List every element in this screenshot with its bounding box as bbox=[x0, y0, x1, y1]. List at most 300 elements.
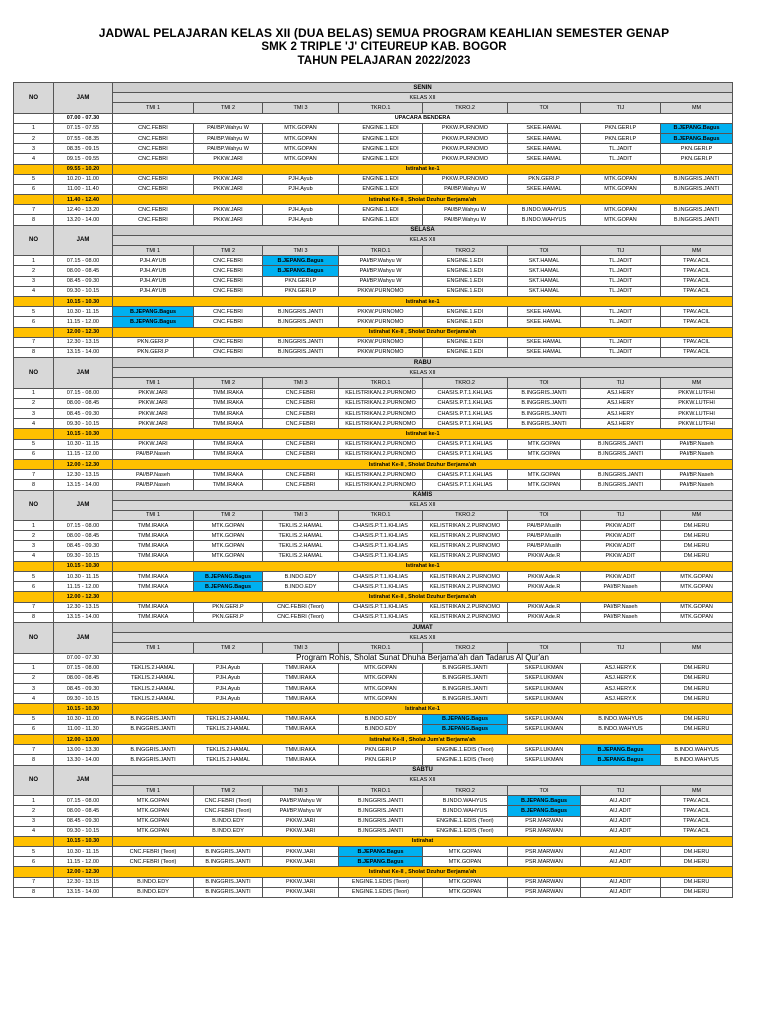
subject-cell: B.JEPANG.Bagus bbox=[194, 572, 263, 582]
table-row bbox=[14, 215, 733, 225]
subject-cell: PKKW.JARI bbox=[263, 857, 339, 867]
event-row bbox=[14, 113, 733, 123]
time-slot: 11.00 - 11.40 bbox=[54, 184, 113, 194]
subject-cell: MTK.GOPAN bbox=[581, 174, 661, 184]
time-slot: 12.00 - 12.30 bbox=[54, 327, 113, 337]
day-name: SENIN bbox=[113, 83, 733, 93]
period-number: 8 bbox=[14, 215, 54, 225]
subject-cell: PAI/BP.Naseh bbox=[581, 582, 661, 592]
table-row bbox=[14, 714, 733, 724]
subject-cell: PAI/BP.Naseh bbox=[113, 470, 194, 480]
subject-cell: PAI/BP.Naseh bbox=[661, 470, 733, 480]
subject-cell: ENGINE.1.EDIS (Teori) bbox=[423, 755, 508, 765]
subject-cell: CNC.FEBRI bbox=[113, 154, 194, 164]
subject-cell: TMM.IRAKA bbox=[113, 531, 194, 541]
subject-cell: ENGINE.1.EDIS (Teori) bbox=[423, 816, 508, 826]
time-slot: 08.45 - 09.30 bbox=[54, 276, 113, 286]
table-row bbox=[14, 612, 733, 622]
period-number: 5 bbox=[14, 847, 54, 857]
subject-cell: MTK.GOPAN bbox=[263, 133, 339, 143]
time-slot: 07.15 - 08.00 bbox=[54, 663, 113, 673]
subject-cell: SKEP.LUKMAN bbox=[508, 745, 581, 755]
table-row bbox=[14, 887, 733, 897]
subject-cell: PAI/BP.Wahyu W bbox=[339, 256, 423, 266]
subject-cell: KELISTRIKAN.2.PURNOMO bbox=[339, 388, 423, 398]
table-row bbox=[14, 439, 733, 449]
subject-cell: CHASIS.P.T.1.KHLIAS bbox=[339, 541, 423, 551]
subject-cell: TL.JADIT bbox=[581, 307, 661, 317]
time-slot: 09.15 - 09.55 bbox=[54, 154, 113, 164]
subject-cell: DM.HERU bbox=[661, 714, 733, 724]
break-label: Istirahat ke-1 bbox=[113, 296, 733, 306]
subject-cell: TMM.IRAKA bbox=[113, 602, 194, 612]
column-header: TKRO.2 bbox=[423, 510, 508, 520]
subject-cell: B.INGGRIS.JANTI bbox=[113, 714, 194, 724]
subject-cell: TMM.IRAKA bbox=[113, 612, 194, 622]
subject-cell: PKKW.PURNOMO bbox=[423, 144, 508, 154]
table-row bbox=[14, 521, 733, 531]
subject-cell: CNC.FEBRI bbox=[113, 123, 194, 133]
subject-cell: B.INDO.EDY bbox=[113, 887, 194, 897]
subject-cell: B.JEPANG.Bagus bbox=[508, 796, 581, 806]
period-number bbox=[14, 704, 54, 714]
table-row bbox=[14, 174, 733, 184]
column-header: MM bbox=[661, 643, 733, 653]
subject-cell: TL.JADIT bbox=[581, 337, 661, 347]
subject-cell: SKEP.LUKMAN bbox=[508, 663, 581, 673]
subject-cell: MTK.GOPAN bbox=[661, 582, 733, 592]
subject-cell: PAI/BP.Muslih bbox=[508, 521, 581, 531]
period-number: 4 bbox=[14, 551, 54, 561]
time-slot: 11.15 - 12.00 bbox=[54, 582, 113, 592]
subject-cell: AIJ.ADIT bbox=[581, 847, 661, 857]
column-header: TKRO.1 bbox=[339, 378, 423, 388]
subject-cell: TMM.IRAKA bbox=[113, 551, 194, 561]
day-name: RABU bbox=[113, 358, 733, 368]
time-slot: 10.15 - 10.30 bbox=[54, 704, 113, 714]
column-header: TOI bbox=[508, 246, 581, 256]
subject-cell: KELISTRIKAN.2.PURNOMO bbox=[423, 612, 508, 622]
subject-cell: MTK.GOPAN bbox=[194, 541, 263, 551]
subject-cell: PKKW.ADIT bbox=[581, 521, 661, 531]
jam-header: JAM bbox=[54, 358, 113, 389]
subject-cell: PKKW.PURNOMO bbox=[339, 307, 423, 317]
subject-cell: B.INGGRIS.JANTI bbox=[194, 877, 263, 887]
subject-cell: PKKW.Ade.R bbox=[508, 602, 581, 612]
column-header: TIJ bbox=[581, 785, 661, 795]
table-row bbox=[14, 286, 733, 296]
subject-cell: PKKW.LUTFHI bbox=[661, 409, 733, 419]
break-label: Istirahat ke-1 bbox=[113, 561, 733, 571]
subject-cell: B.JEPANG.Bagus bbox=[423, 714, 508, 724]
jam-header: JAM bbox=[54, 622, 113, 653]
subject-cell: PKKW.ADIT bbox=[581, 531, 661, 541]
period-number: 5 bbox=[14, 572, 54, 582]
time-slot: 08.45 - 09.30 bbox=[54, 541, 113, 551]
subject-cell: PJH.AYUB bbox=[113, 286, 194, 296]
subject-cell: B.INGGRIS.JANTI bbox=[423, 673, 508, 683]
subject-cell: B.INGGRIS.JANTI bbox=[194, 887, 263, 897]
subject-cell: TPAV.ACIL bbox=[661, 317, 733, 327]
period-number bbox=[14, 429, 54, 439]
period-number: 3 bbox=[14, 276, 54, 286]
time-slot: 10.30 - 11.15 bbox=[54, 572, 113, 582]
table-row bbox=[14, 877, 733, 887]
subject-cell: B.INDO.EDY bbox=[113, 877, 194, 887]
subject-cell: B.JEPANG.Bagus bbox=[113, 307, 194, 317]
subject-cell: PSR.MARWAN bbox=[508, 816, 581, 826]
period-number bbox=[14, 653, 54, 663]
subject-cell: CHASIS.P.T.1.KHLIAS bbox=[339, 521, 423, 531]
subject-cell: SKEP.LUKMAN bbox=[508, 684, 581, 694]
period-number: 3 bbox=[14, 541, 54, 551]
subject-cell: TMM.IRAKA bbox=[263, 745, 339, 755]
break-row bbox=[14, 296, 733, 306]
subject-cell: TPAV.ACIL bbox=[661, 796, 733, 806]
table-row bbox=[14, 419, 733, 429]
subject-cell: B.INGGRIS.JANTI bbox=[113, 724, 194, 734]
jam-header: JAM bbox=[54, 225, 113, 256]
subject-cell: PSR.MARWAN bbox=[508, 887, 581, 897]
table-row bbox=[14, 317, 733, 327]
time-slot: 08.45 - 09.30 bbox=[54, 684, 113, 694]
subject-cell: KELISTRIKAN.2.PURNOMO bbox=[423, 572, 508, 582]
subject-cell: ENGINE.1.EDI bbox=[339, 123, 423, 133]
subject-cell: PJH.Ayub bbox=[194, 694, 263, 704]
subject-cell: PKKW.PURNOMO bbox=[339, 347, 423, 357]
column-header: TMI 1 bbox=[113, 246, 194, 256]
period-number: 2 bbox=[14, 806, 54, 816]
column-header: TMI 3 bbox=[263, 246, 339, 256]
column-header: TIJ bbox=[581, 378, 661, 388]
table-row bbox=[14, 266, 733, 276]
subject-cell: B.INGGRIS.JANTI bbox=[508, 398, 581, 408]
subject-cell: PSR.MARWAN bbox=[508, 847, 581, 857]
subject-cell: SKEE.HAMAL bbox=[508, 144, 581, 154]
subject-cell: CNC.FEBRI bbox=[194, 266, 263, 276]
period-number: 6 bbox=[14, 857, 54, 867]
subject-cell: PKKW.PURNOMO bbox=[339, 317, 423, 327]
class-level-row bbox=[14, 500, 733, 510]
subject-cell: TEKLIS.2.HAMAL bbox=[113, 663, 194, 673]
subject-cell: TPAV.ACIL bbox=[661, 806, 733, 816]
subject-cell: TMM.IRAKA bbox=[263, 724, 339, 734]
day-header-row bbox=[14, 765, 733, 775]
subject-cell: PKN.GERI.P bbox=[508, 174, 581, 184]
subject-cell: B.INDO.EDY bbox=[194, 826, 263, 836]
subject-cell: PSR.MARWAN bbox=[508, 826, 581, 836]
period-number bbox=[14, 164, 54, 174]
subject-cell: ENGINE.1.EDI bbox=[339, 205, 423, 215]
period-number: 8 bbox=[14, 612, 54, 622]
period-number: 7 bbox=[14, 470, 54, 480]
subject-cell: PKKW.JARI bbox=[194, 205, 263, 215]
subject-cell: PKKW.Ade.R bbox=[508, 612, 581, 622]
subject-cell: CNC.FEBRI bbox=[113, 184, 194, 194]
subject-cell: PKKW.ADIT bbox=[581, 551, 661, 561]
school-year: TAHUN PELAJARAN 2022/2023 bbox=[297, 55, 471, 67]
column-header: TMI 2 bbox=[194, 785, 263, 795]
period-number: 1 bbox=[14, 663, 54, 673]
subject-cell: PKKW.LUTFHI bbox=[661, 419, 733, 429]
subject-cell: DM.HERU bbox=[661, 877, 733, 887]
period-number bbox=[14, 867, 54, 877]
period-number bbox=[14, 735, 54, 745]
period-number: 3 bbox=[14, 684, 54, 694]
break-label: Istirahat Ke-II , Sholat Dzuhur Berjama'ah bbox=[113, 867, 733, 877]
subject-cell: TMM.IRAKA bbox=[194, 439, 263, 449]
subject-cell: TL.JADIT bbox=[581, 286, 661, 296]
subject-cell: PJH.AYUB bbox=[113, 266, 194, 276]
time-slot: 10.30 - 11.15 bbox=[54, 847, 113, 857]
event-label: UPACARA BENDERA bbox=[113, 113, 733, 123]
subject-cell: PKN.GERI.P bbox=[194, 612, 263, 622]
period-number bbox=[14, 561, 54, 571]
time-slot: 11.00 - 11.30 bbox=[54, 724, 113, 734]
subject-cell: TMM.IRAKA bbox=[263, 714, 339, 724]
period-number: 1 bbox=[14, 256, 54, 266]
time-slot: 10.30 - 11.15 bbox=[54, 307, 113, 317]
subject-cell: B.INGGRIS.JANTI bbox=[661, 215, 733, 225]
document-header bbox=[0, 0, 768, 67]
subject-cell: SKEP.LUKMAN bbox=[508, 724, 581, 734]
subject-cell: PKKW.PURNOMO bbox=[339, 337, 423, 347]
subject-cell: ASJ.HERY bbox=[581, 398, 661, 408]
subject-cell: TEKLIS.2.HAMAL bbox=[194, 755, 263, 765]
subject-cell: CNC.FEBRI bbox=[263, 409, 339, 419]
subject-cell: CHASIS.P.T.1.KHLIAS bbox=[339, 551, 423, 561]
period-number: 6 bbox=[14, 449, 54, 459]
subject-cell: SKT.HAMAL bbox=[508, 286, 581, 296]
subject-cell: PAI/BP.Naseh bbox=[661, 449, 733, 459]
time-slot: 07.15 - 08.00 bbox=[54, 521, 113, 531]
subject-cell: PAI/BP.Wahyu W bbox=[339, 276, 423, 286]
subject-cell: KELISTRIKAN.2.PURNOMO bbox=[339, 419, 423, 429]
column-header: TKRO.2 bbox=[423, 785, 508, 795]
table-row bbox=[14, 857, 733, 867]
subject-cell: B.INDO.EDY bbox=[263, 582, 339, 592]
time-slot: 13.15 - 14.00 bbox=[54, 347, 113, 357]
subject-cell: PKKW.JARI bbox=[194, 184, 263, 194]
document-title: JADWAL PELAJARAN KELAS XII (DUA BELAS) SEMUA PROGRAM KEAHLIAN SEMESTER GENAP bbox=[98, 26, 670, 40]
column-header-row bbox=[14, 510, 733, 520]
subject-cell: SKT.HAMAL bbox=[508, 266, 581, 276]
subject-cell: B.INDO.WAHYUS bbox=[661, 755, 733, 765]
break-row bbox=[14, 735, 733, 745]
subject-cell: CHASIS.P.T.1.KHLIAS bbox=[339, 612, 423, 622]
subject-cell: PKN.GERI.P bbox=[581, 133, 661, 143]
subject-cell: MTK.GOPAN bbox=[339, 684, 423, 694]
column-header: TMI 1 bbox=[113, 785, 194, 795]
subject-cell: DM.HERU bbox=[661, 551, 733, 561]
subject-cell: ENGINE.1.EDI bbox=[423, 256, 508, 266]
time-slot: 13.15 - 14.00 bbox=[54, 612, 113, 622]
column-header: TMI 1 bbox=[113, 510, 194, 520]
subject-cell: MTK.GOPAN bbox=[263, 123, 339, 133]
class-level-label: KELAS XII bbox=[113, 368, 733, 378]
subject-cell: MTK.GOPAN bbox=[423, 857, 508, 867]
time-slot: 08.35 - 09.15 bbox=[54, 144, 113, 154]
day-header-row bbox=[14, 622, 733, 632]
subject-cell: TMM.IRAKA bbox=[194, 449, 263, 459]
table-row bbox=[14, 256, 733, 266]
period-number: 4 bbox=[14, 694, 54, 704]
period-number bbox=[14, 296, 54, 306]
subject-cell: CHASIS.P.T.1.KHLIAS bbox=[423, 470, 508, 480]
subject-cell: PKKW.PURNOMO bbox=[423, 174, 508, 184]
subject-cell: ENGINE.1.EDIS (Teori) bbox=[339, 887, 423, 897]
subject-cell: AIJ.ADIT bbox=[581, 877, 661, 887]
subject-cell: PKKW.JARI bbox=[194, 174, 263, 184]
class-level-row bbox=[14, 368, 733, 378]
time-slot: 13.20 - 14.00 bbox=[54, 215, 113, 225]
subject-cell: CNC.FEBRI (Teori) bbox=[113, 857, 194, 867]
subject-cell: B.INGGRIS.JANTI bbox=[339, 796, 423, 806]
subject-cell: CHASIS.P.T.1.KHLIAS bbox=[423, 398, 508, 408]
period-number bbox=[14, 592, 54, 602]
subject-cell: MTK.GOPAN bbox=[113, 826, 194, 836]
column-header: TIJ bbox=[581, 246, 661, 256]
subject-cell: PJH.Ayub bbox=[263, 184, 339, 194]
subject-cell: AIJ.ADIT bbox=[581, 816, 661, 826]
table-row bbox=[14, 184, 733, 194]
time-slot: 09.30 - 10.15 bbox=[54, 826, 113, 836]
subject-cell: PKKW.JARI bbox=[113, 419, 194, 429]
subject-cell: PKKW.Ade.R bbox=[508, 551, 581, 561]
time-slot: 10.15 - 10.30 bbox=[54, 561, 113, 571]
subject-cell: PAI/BP.Muslih bbox=[508, 531, 581, 541]
subject-cell: PKN.GERI.P bbox=[339, 745, 423, 755]
period-number bbox=[14, 327, 54, 337]
time-slot: 07.55 - 08.35 bbox=[54, 133, 113, 143]
subject-cell: ENGINE.1.EDIS (Teori) bbox=[423, 745, 508, 755]
period-number: 7 bbox=[14, 745, 54, 755]
subject-cell: PSR.MARWAN bbox=[508, 857, 581, 867]
subject-cell: MTK.GOPAN bbox=[508, 470, 581, 480]
subject-cell: MTK.GOPAN bbox=[581, 205, 661, 215]
time-slot: 10.30 - 11.15 bbox=[54, 439, 113, 449]
table-row bbox=[14, 541, 733, 551]
event-row bbox=[14, 653, 733, 663]
subject-cell: PKN.GERI.P bbox=[661, 154, 733, 164]
subject-cell: CHASIS.P.T.1.KHLIAS bbox=[423, 449, 508, 459]
time-slot: 07.00 - 07.30 bbox=[54, 113, 113, 123]
period-number: 4 bbox=[14, 419, 54, 429]
table-row bbox=[14, 449, 733, 459]
subject-cell: MTK.GOPAN bbox=[508, 439, 581, 449]
column-header: TOI bbox=[508, 378, 581, 388]
subject-cell: TEKLIS.2.HAMAL bbox=[194, 714, 263, 724]
period-number: 3 bbox=[14, 816, 54, 826]
subject-cell: TMM.IRAKA bbox=[263, 694, 339, 704]
time-slot: 07.15 - 08.00 bbox=[54, 256, 113, 266]
subject-cell: AIJ.ADIT bbox=[581, 887, 661, 897]
subject-cell: TMM.IRAKA bbox=[194, 480, 263, 490]
subject-cell: KELISTRIKAN.2.PURNOMO bbox=[339, 439, 423, 449]
table-row bbox=[14, 745, 733, 755]
column-header: TKRO.1 bbox=[339, 785, 423, 795]
subject-cell: CHASIS.P.T.1.KHLIAS bbox=[423, 439, 508, 449]
subject-cell: ENGINE.1.EDI bbox=[339, 215, 423, 225]
subject-cell: SKEE.HAMAL bbox=[508, 347, 581, 357]
subject-cell: PKN.GERI.P bbox=[113, 347, 194, 357]
subject-cell: TEKLIS.2.HAMAL bbox=[194, 745, 263, 755]
subject-cell: ENGINE.1.EDI bbox=[339, 133, 423, 143]
time-slot: 09.30 - 10.15 bbox=[54, 419, 113, 429]
column-header: TIJ bbox=[581, 510, 661, 520]
subject-cell: CNC.FEBRI bbox=[263, 388, 339, 398]
subject-cell: MTK.GOPAN bbox=[113, 816, 194, 826]
subject-cell: AIJ.ADIT bbox=[581, 857, 661, 867]
column-header: TKRO.1 bbox=[339, 103, 423, 113]
subject-cell: PAI/BP.Wahyu W bbox=[339, 266, 423, 276]
period-number: 2 bbox=[14, 398, 54, 408]
subject-cell: CNC.FEBRI bbox=[263, 419, 339, 429]
subject-cell: SKEE.HAMAL bbox=[508, 123, 581, 133]
subject-cell: PAI/BP.Naseh bbox=[661, 439, 733, 449]
column-header: TMI 2 bbox=[194, 378, 263, 388]
subject-cell: PKN.GERI.P bbox=[263, 276, 339, 286]
column-header: TOI bbox=[508, 103, 581, 113]
time-slot: 11.15 - 12.00 bbox=[54, 317, 113, 327]
subject-cell: DM.HERU bbox=[661, 673, 733, 683]
period-number: 2 bbox=[14, 531, 54, 541]
subject-cell: B.INGGRIS.JANTI bbox=[263, 337, 339, 347]
subject-cell: MTK.GOPAN bbox=[194, 551, 263, 561]
subject-cell: TMM.IRAKA bbox=[113, 521, 194, 531]
break-label: Istirahat ke-1 bbox=[113, 164, 733, 174]
subject-cell: TEKLIS.2.HAMAL bbox=[263, 531, 339, 541]
column-header: TKRO.2 bbox=[423, 643, 508, 653]
subject-cell: MTK.GOPAN bbox=[194, 521, 263, 531]
subject-cell: B.INGGRIS.JANTI bbox=[113, 745, 194, 755]
subject-cell: TPAV.ACIL bbox=[661, 276, 733, 286]
subject-cell: PJH.Ayub bbox=[194, 663, 263, 673]
class-level-row bbox=[14, 775, 733, 785]
table-row bbox=[14, 806, 733, 816]
subject-cell: MTK.GOPAN bbox=[423, 847, 508, 857]
subject-cell: PKKW.LUTFHI bbox=[661, 398, 733, 408]
subject-cell: PKKW.JARI bbox=[263, 816, 339, 826]
break-row bbox=[14, 195, 733, 205]
table-row bbox=[14, 816, 733, 826]
period-number: 5 bbox=[14, 714, 54, 724]
subject-cell: TMM.IRAKA bbox=[194, 409, 263, 419]
table-row bbox=[14, 276, 733, 286]
time-slot: 08.00 - 08.45 bbox=[54, 531, 113, 541]
time-slot: 13.15 - 14.00 bbox=[54, 480, 113, 490]
column-header: TMI 1 bbox=[113, 103, 194, 113]
time-slot: 12.00 - 12.30 bbox=[54, 592, 113, 602]
subject-cell: ENGINE.1.EDI bbox=[423, 307, 508, 317]
subject-cell: B.INDO.EDY bbox=[339, 714, 423, 724]
period-number bbox=[14, 836, 54, 846]
subject-cell: ENGINE.1.EDI bbox=[423, 266, 508, 276]
subject-cell: CHASIS.P.T.1.KHLIAS bbox=[423, 419, 508, 429]
subject-cell: DM.HERU bbox=[661, 724, 733, 734]
subject-cell: PAI/BP.Naseh bbox=[581, 602, 661, 612]
break-label: Istirahat Ke-1 bbox=[113, 704, 733, 714]
column-header: MM bbox=[661, 246, 733, 256]
subject-cell: PSR.MARWAN bbox=[508, 877, 581, 887]
subject-cell: DM.HERU bbox=[661, 541, 733, 551]
table-row bbox=[14, 602, 733, 612]
jam-header: JAM bbox=[54, 765, 113, 796]
subject-cell: B.INGGRIS.JANTI bbox=[581, 470, 661, 480]
subject-cell: CNC.FEBRI bbox=[263, 439, 339, 449]
subject-cell: TL.JADIT bbox=[581, 317, 661, 327]
subject-cell: ASJ.HERY.K bbox=[581, 663, 661, 673]
